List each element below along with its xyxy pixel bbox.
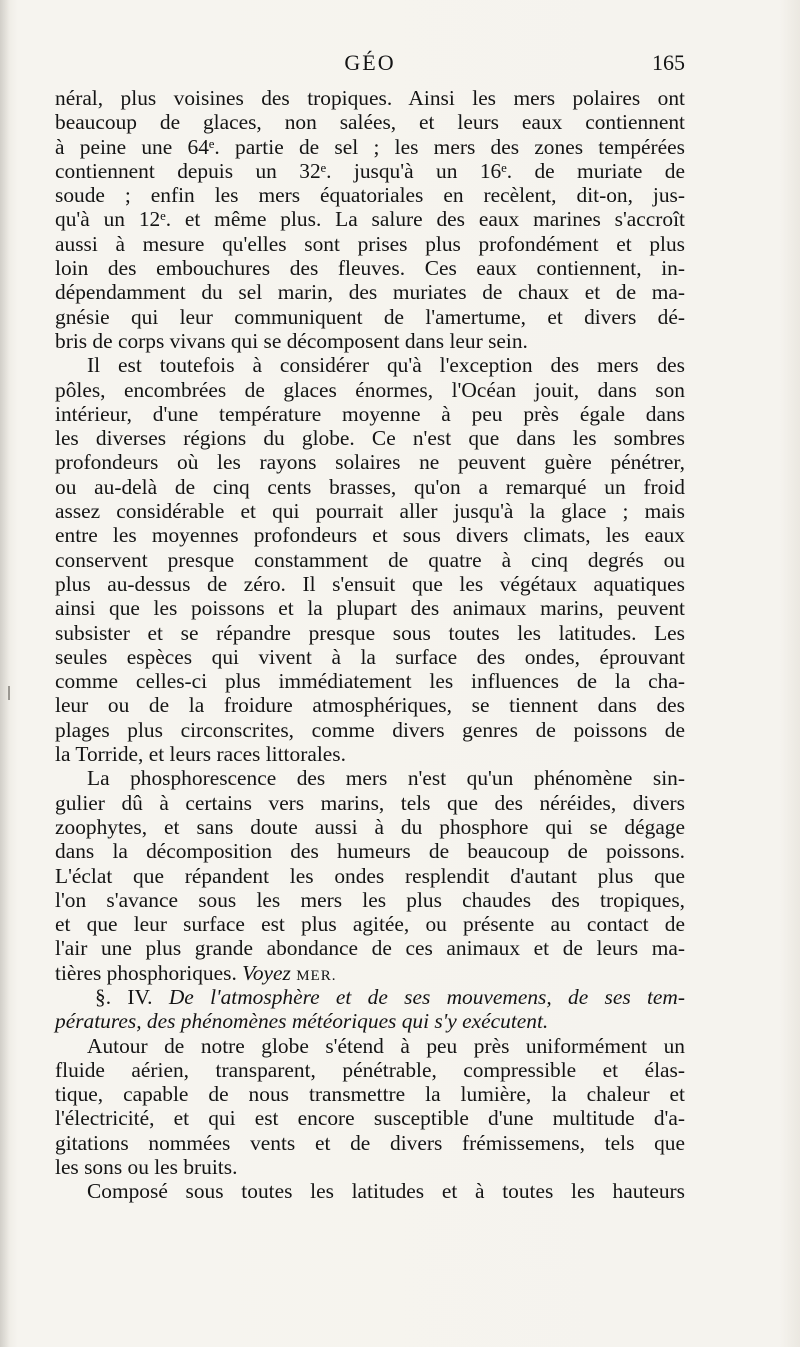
margin-mark <box>8 686 10 700</box>
text-line: gitations nommées vents et de divers frémissemens, tels que <box>55 1130 685 1155</box>
paragraph-start-line: La phosphorescence des mers n'est qu'un phénomène sin- <box>87 766 685 791</box>
page-number: 165 <box>652 50 685 75</box>
text-line: assez considérable et qui pourrait aller jusqu'à la glace ; mais <box>55 499 685 524</box>
text-line: néral, plus voisines des tropiques. Ainsi les mers polaires ont <box>55 86 685 110</box>
text-line: les sons ou les bruits. <box>55 1155 238 1180</box>
text-line: aussi à mesure qu'elles sont prises plus profondément et plus <box>55 231 685 256</box>
body-text <box>55 86 685 1204</box>
text-line: tique, capable de nous transmettre la lumière, la chaleur et <box>55 1082 685 1107</box>
text-line: gulier dû à certains vers marins, tels que des néréides, divers <box>55 790 685 815</box>
text-line: L'éclat que répandent les ondes resplendit d'autant plus que <box>55 863 685 888</box>
section-heading: De l'atmosphère et de ses mouvemens, de ses tem- <box>168 984 685 1009</box>
text-line: subsister et se répandre presque sous toutes les latitudes. Les <box>55 620 685 645</box>
text-line: conservent presque constamment de quatre à cinq degrés ou <box>55 547 685 572</box>
text-line: l'on s'avance sous les mers les plus chaudes des tropiques, <box>55 887 685 912</box>
text-line: zoophytes, et sans doute aussi à du phosphore qui se dégage <box>55 814 685 839</box>
text-line: profondeurs où les rayons solaires ne peuvent guère pénétrer, <box>55 450 685 475</box>
see-also-prefix: Voyez <box>242 960 291 985</box>
text-fragment: tières phosphoriques. <box>55 960 237 985</box>
text-line: entre les moyennes profondeurs et sous divers climats, les eaux <box>55 523 685 548</box>
text-line: qu'à un 12ᵉ. et même plus. La salure des eaux marines s'accroît <box>55 207 685 232</box>
running-title: GÉO <box>344 50 396 75</box>
text-line: ainsi que les poissons et la plupart des animaux marins, peuvent <box>55 596 685 621</box>
running-head <box>55 50 685 84</box>
text-line: l'électricité, et qui est encore susceptible d'une multitude d'a- <box>55 1106 685 1131</box>
text-line: contiennent depuis un 32ᵉ. jusqu'à un 16ᵉ. de muriate de <box>55 158 685 183</box>
text-line: leur ou de la froidure atmosphériques, se tiennent dans des <box>55 693 685 718</box>
see-also-target: MER. <box>296 967 337 984</box>
text-line: pôles, encombrées de glaces énormes, l'Océan jouit, dans son <box>55 377 685 402</box>
text-line: plus au-dessus de zéro. Il s'ensuit que les végétaux aquatiques <box>55 571 685 596</box>
text-line: soude ; enfin les mers équatoriales en recèlent, dit-on, jus- <box>55 183 685 208</box>
text-line: et que leur surface est plus agitée, ou présente au contact de <box>55 912 685 937</box>
text-line: beaucoup de glaces, non salées, et leurs eaux contiennent <box>55 110 685 135</box>
text-line: dépendamment du sel marin, des muriates de chaux et de ma- <box>55 280 685 305</box>
text-line: loin des embouchures des fleuves. Ces eaux contiennent, in- <box>55 256 685 281</box>
text-line: seules espèces qui vivent à la surface des ondes, éprouvant <box>55 644 685 669</box>
section-heading-continuation: pératures, des phénomènes météoriques qui s'y exécutent. <box>55 1009 549 1034</box>
text-line: intérieur, d'une température moyenne à peu près égale dans <box>55 401 685 426</box>
text-line: ou au-delà de cinq cents brasses, qu'on a remarqué un froid <box>55 474 685 499</box>
text-line: la Torride, et leurs races littorales. <box>55 742 346 767</box>
section-heading-line <box>55 985 685 1009</box>
text-line: plages plus circonscrites, comme divers genres de poissons de <box>55 717 685 742</box>
paragraph-start-line: Il est toutefois à considérer qu'à l'exception des mers des <box>87 353 685 378</box>
text-line: à peine une 64ᵉ. partie de sel ; les mers des zones tempérées <box>55 134 685 159</box>
section-number: §. IV. <box>95 984 153 1009</box>
text-line: gnésie qui leur communiquent de l'amertume, et divers dé- <box>55 304 685 329</box>
page-gutter-shadow <box>0 0 10 1347</box>
text-line: les diverses régions du globe. Ce n'est que dans les sombres <box>55 426 685 451</box>
paragraph-start-line: Autour de notre globe s'étend à peu près uniformément un <box>87 1033 685 1058</box>
text-line: bris de corps vivans qui se décomposent dans leur sein. <box>55 328 528 353</box>
text-line-with-reference <box>55 961 685 985</box>
text-line: fluide aérien, transparent, pénétrable, compressible et élas- <box>55 1057 685 1082</box>
text-line: l'air une plus grande abondance de ces animaux et de leurs ma- <box>55 936 685 961</box>
text-line: comme celles-ci plus immédiatement les influences de la cha- <box>55 669 685 694</box>
paragraph-start-line: Composé sous toutes les latitudes et à toutes les hauteurs <box>87 1179 685 1204</box>
text-line: dans la décomposition des humeurs de beaucoup de poissons. <box>55 839 685 864</box>
